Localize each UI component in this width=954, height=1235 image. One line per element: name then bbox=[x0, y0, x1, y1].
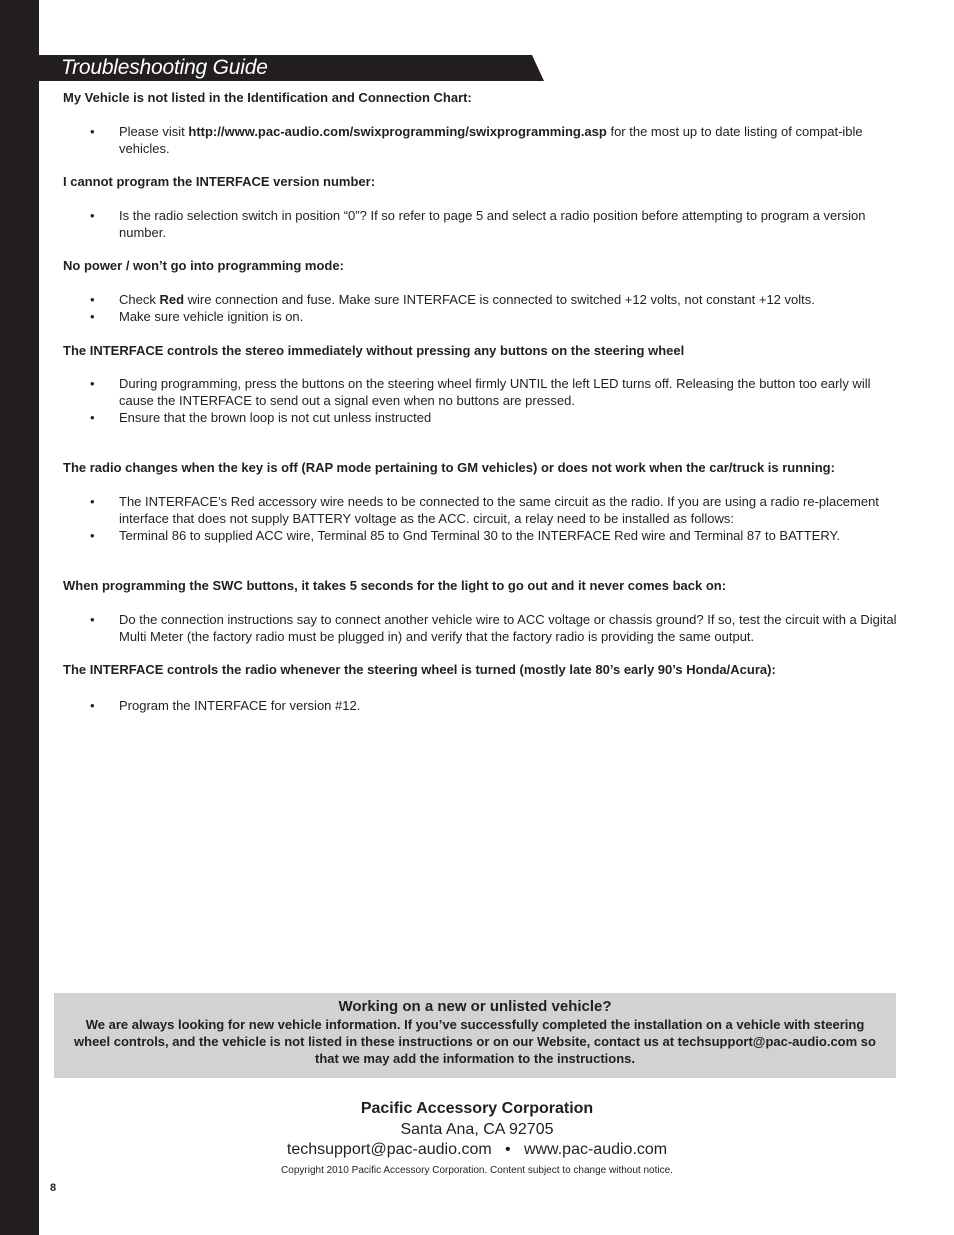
title-banner bbox=[39, 55, 544, 81]
bullet-item bbox=[90, 291, 902, 308]
unlisted-vehicle-callout bbox=[54, 993, 896, 1078]
bullet-text: Ensure that the brown loop is not cut unless instructed bbox=[119, 410, 432, 425]
bullet-item bbox=[90, 207, 902, 241]
bullet-item bbox=[90, 375, 902, 409]
bullet-item bbox=[90, 409, 902, 426]
bullet-item bbox=[90, 697, 902, 714]
bullet-item bbox=[90, 527, 902, 544]
bullet-text: Do the connection instructions say to connect another vehicle wire to ACC voltage or chassis ground? If so, test the circuit with a Digital Multi Meter (the factory radio must be plugged in) and verify that the factory radio is providing the same output. bbox=[119, 612, 897, 644]
bullet-text: During programming, press the buttons on the steering wheel firmly UNTIL the left LED turns off. Releasing the button too early will cause the INTERFACE to send out a signal even when no buttons are pressed. bbox=[119, 376, 871, 408]
bullet-text: Terminal 86 to supplied ACC wire, Terminal 85 to Gnd Terminal 30 to the INTERFACE Red wire and Terminal 87 to BATTERY. bbox=[119, 528, 841, 543]
bullet-dot: • bbox=[90, 612, 95, 627]
bullet-dot: • bbox=[90, 528, 95, 543]
company-city: Santa Ana, CA 92705 bbox=[400, 1121, 554, 1138]
callout-text: We are always looking for new vehicle information. If you’ve successfully completed the installation on a vehicle with steering wheel controls, and the vehicle is not listed in these instructions or on our Website, contact us at techsupport@pac-audio.com so that we may add the information to the instructions. bbox=[74, 1017, 876, 1066]
callout-title: Working on a new or unlisted vehicle? bbox=[338, 998, 612, 1015]
bullet-item bbox=[90, 123, 902, 157]
bullet-dot: • bbox=[90, 124, 95, 139]
bullet-text: Is the radio selection switch in position “0”? If so refer to page 5 and select a radio position before attempting to program a version number. bbox=[119, 208, 866, 240]
bullet-dot: • bbox=[90, 410, 95, 425]
bullet-dot: • bbox=[90, 376, 95, 391]
left-margin-bar bbox=[0, 0, 39, 1235]
section-heading: The INTERFACE controls the stereo immediately without pressing any buttons on the steering wheel bbox=[63, 343, 685, 358]
website-link-text: http://www.pac-audio.com/swixprogramming/swixprogramming.asp bbox=[188, 124, 607, 139]
bullet-dot: • bbox=[90, 292, 95, 307]
bullet-dot: • bbox=[90, 309, 95, 324]
section-heading: I cannot program the INTERFACE version number: bbox=[63, 174, 376, 189]
company-contact: techsupport@pac-audio.com • www.pac-audio.com bbox=[286, 1141, 668, 1158]
section-heading: The radio changes when the key is off (RAP mode pertaining to GM vehicles) or does not work when the car/truck is running: bbox=[63, 460, 835, 475]
section-heading: The INTERFACE controls the radio whenever the steering wheel is turned (mostly late 80’s early 90’s Honda/Acura): bbox=[63, 662, 776, 677]
bullet-dot: • bbox=[90, 494, 95, 509]
company-name: Pacific Accessory Corporation bbox=[360, 1100, 594, 1117]
bullet-item bbox=[90, 308, 902, 325]
page-number: 8 bbox=[50, 1182, 57, 1194]
bullet-text: Make sure vehicle ignition is on. bbox=[119, 309, 304, 324]
bullet-item bbox=[90, 493, 902, 527]
bullet-dot: • bbox=[90, 698, 95, 713]
page-title: Troubleshooting Guide bbox=[61, 56, 268, 79]
section-heading: My Vehicle is not listed in the Identification and Connection Chart: bbox=[63, 90, 472, 105]
section-heading: When programming the SWC buttons, it takes 5 seconds for the light to go out and it never comes back on: bbox=[63, 578, 727, 593]
bullet-text: The INTERFACE’s Red accessory wire needs to be connected to the same circuit as the radio. If you are using a radio re-placement interface that does not supply BATTERY voltage as the ACC. circuit, a relay need to be installed as follows: bbox=[119, 494, 879, 526]
bullet-text: Please visit http://www.pac-audio.com/swixprogramming/swixprogramming.asp for the most up to date listing of compat-ible vehicles. bbox=[119, 124, 863, 156]
bullet-text: Program the INTERFACE for version #12. bbox=[119, 698, 361, 713]
bullet-dot: • bbox=[90, 208, 95, 223]
bullet-text: Check Red wire connection and fuse. Make sure INTERFACE is connected to switched +12 volts, not constant +12 volts. bbox=[119, 292, 815, 307]
section-heading: No power / won’t go into programming mode: bbox=[63, 258, 344, 273]
bullet-item bbox=[90, 611, 902, 645]
copyright-notice: Copyright 2010 Pacific Accessory Corporation. Content subject to change without notice. bbox=[281, 1165, 673, 1176]
